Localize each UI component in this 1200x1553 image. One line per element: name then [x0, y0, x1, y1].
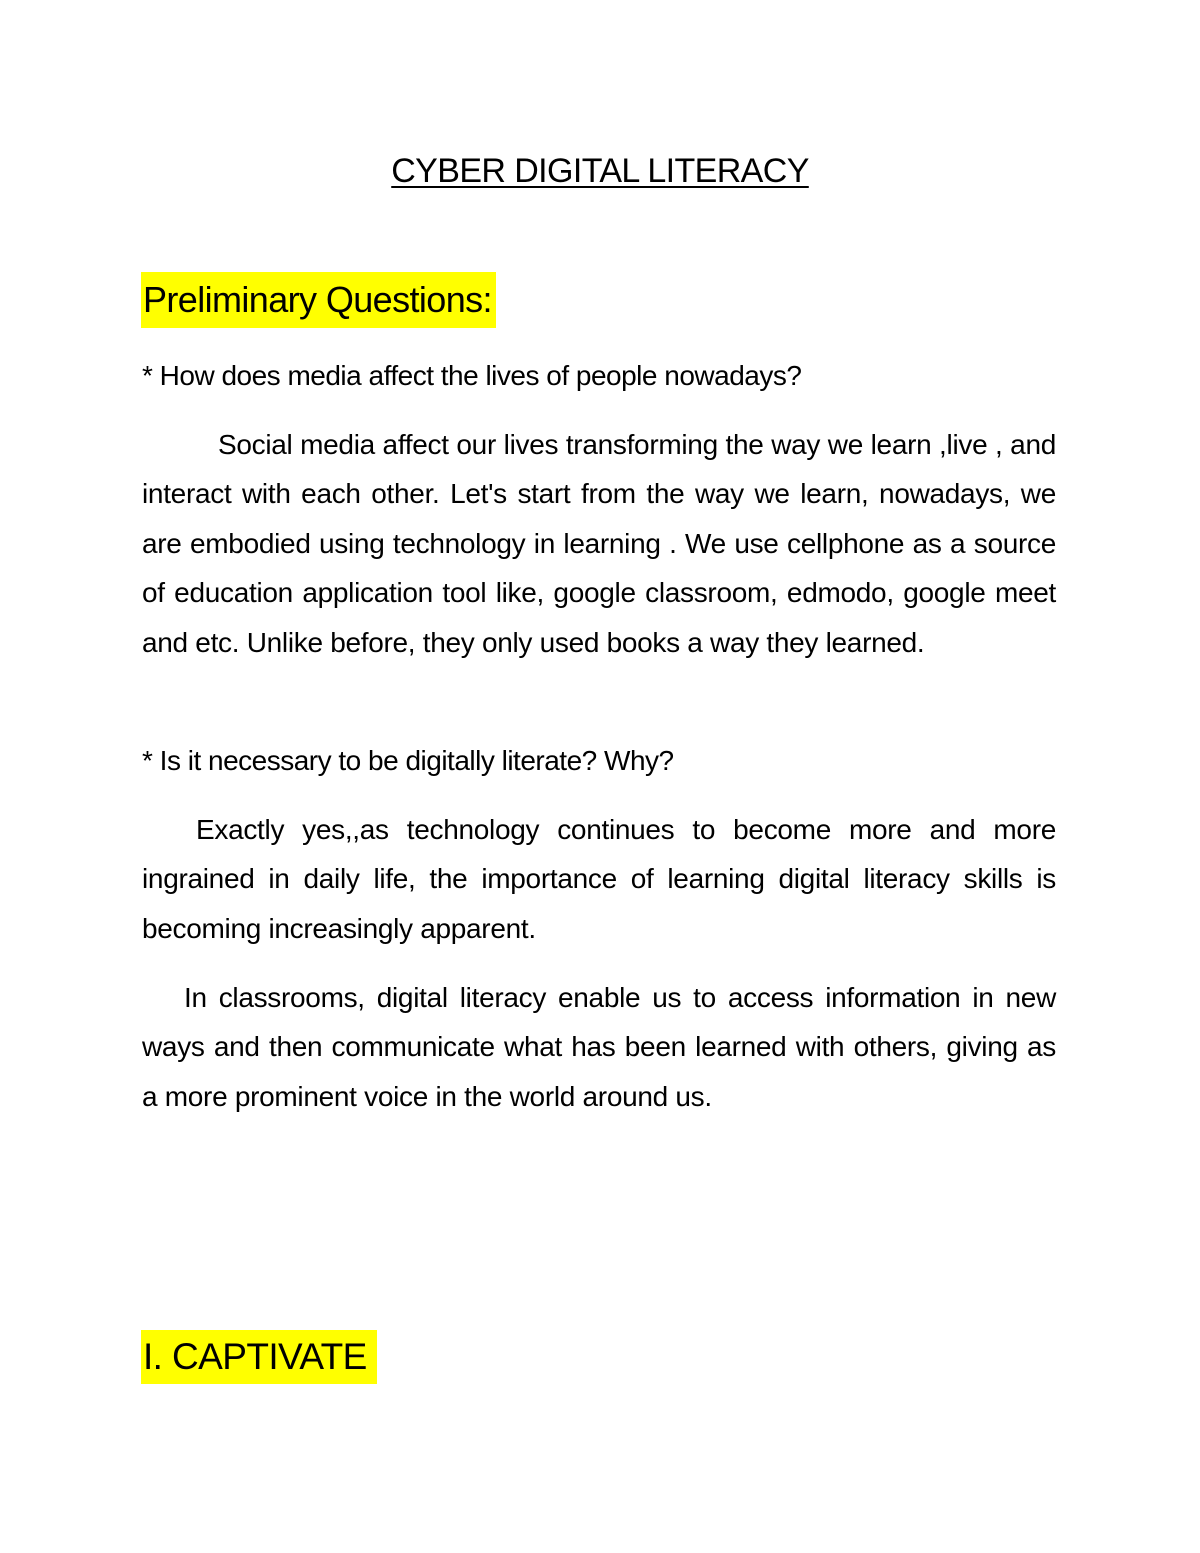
answer-2-paragraph-1: Exactly yes,,as technology continues to become more and more ingrained in daily life, the importance of learning digital literacy skills is becoming increasingly apparent. — [142, 814, 1056, 944]
preliminary-heading: Preliminary Questions: — [141, 272, 496, 328]
question-1: * How does media affect the lives of people nowadays? — [142, 360, 802, 391]
document-title: CYBER DIGITAL LITERACY — [391, 152, 809, 190]
question-2: * Is it necessary to be digitally literate? Why? — [142, 745, 674, 776]
preliminary-heading-block — [141, 272, 496, 328]
answer-2-paragraph-2: In classrooms, digital literacy enable us to access information in new ways and then communicate what has been learned with others, giving as a more prominent voice in the world around us. — [142, 982, 1056, 1112]
answer-1-paragraph: Social media affect our lives transforming the way we learn ,live , and interact with each other. Let's start from the way we learn, nowadays, we are embodied using technology in learning . We use cellphone as a source of education application tool like, google classroom, edmodo, google meet and etc. Unlike before, they only used books a way they learned. — [142, 429, 1056, 658]
section-heading-block — [141, 1330, 377, 1384]
section-heading-captivate: I. CAPTIVATE — [141, 1330, 377, 1384]
